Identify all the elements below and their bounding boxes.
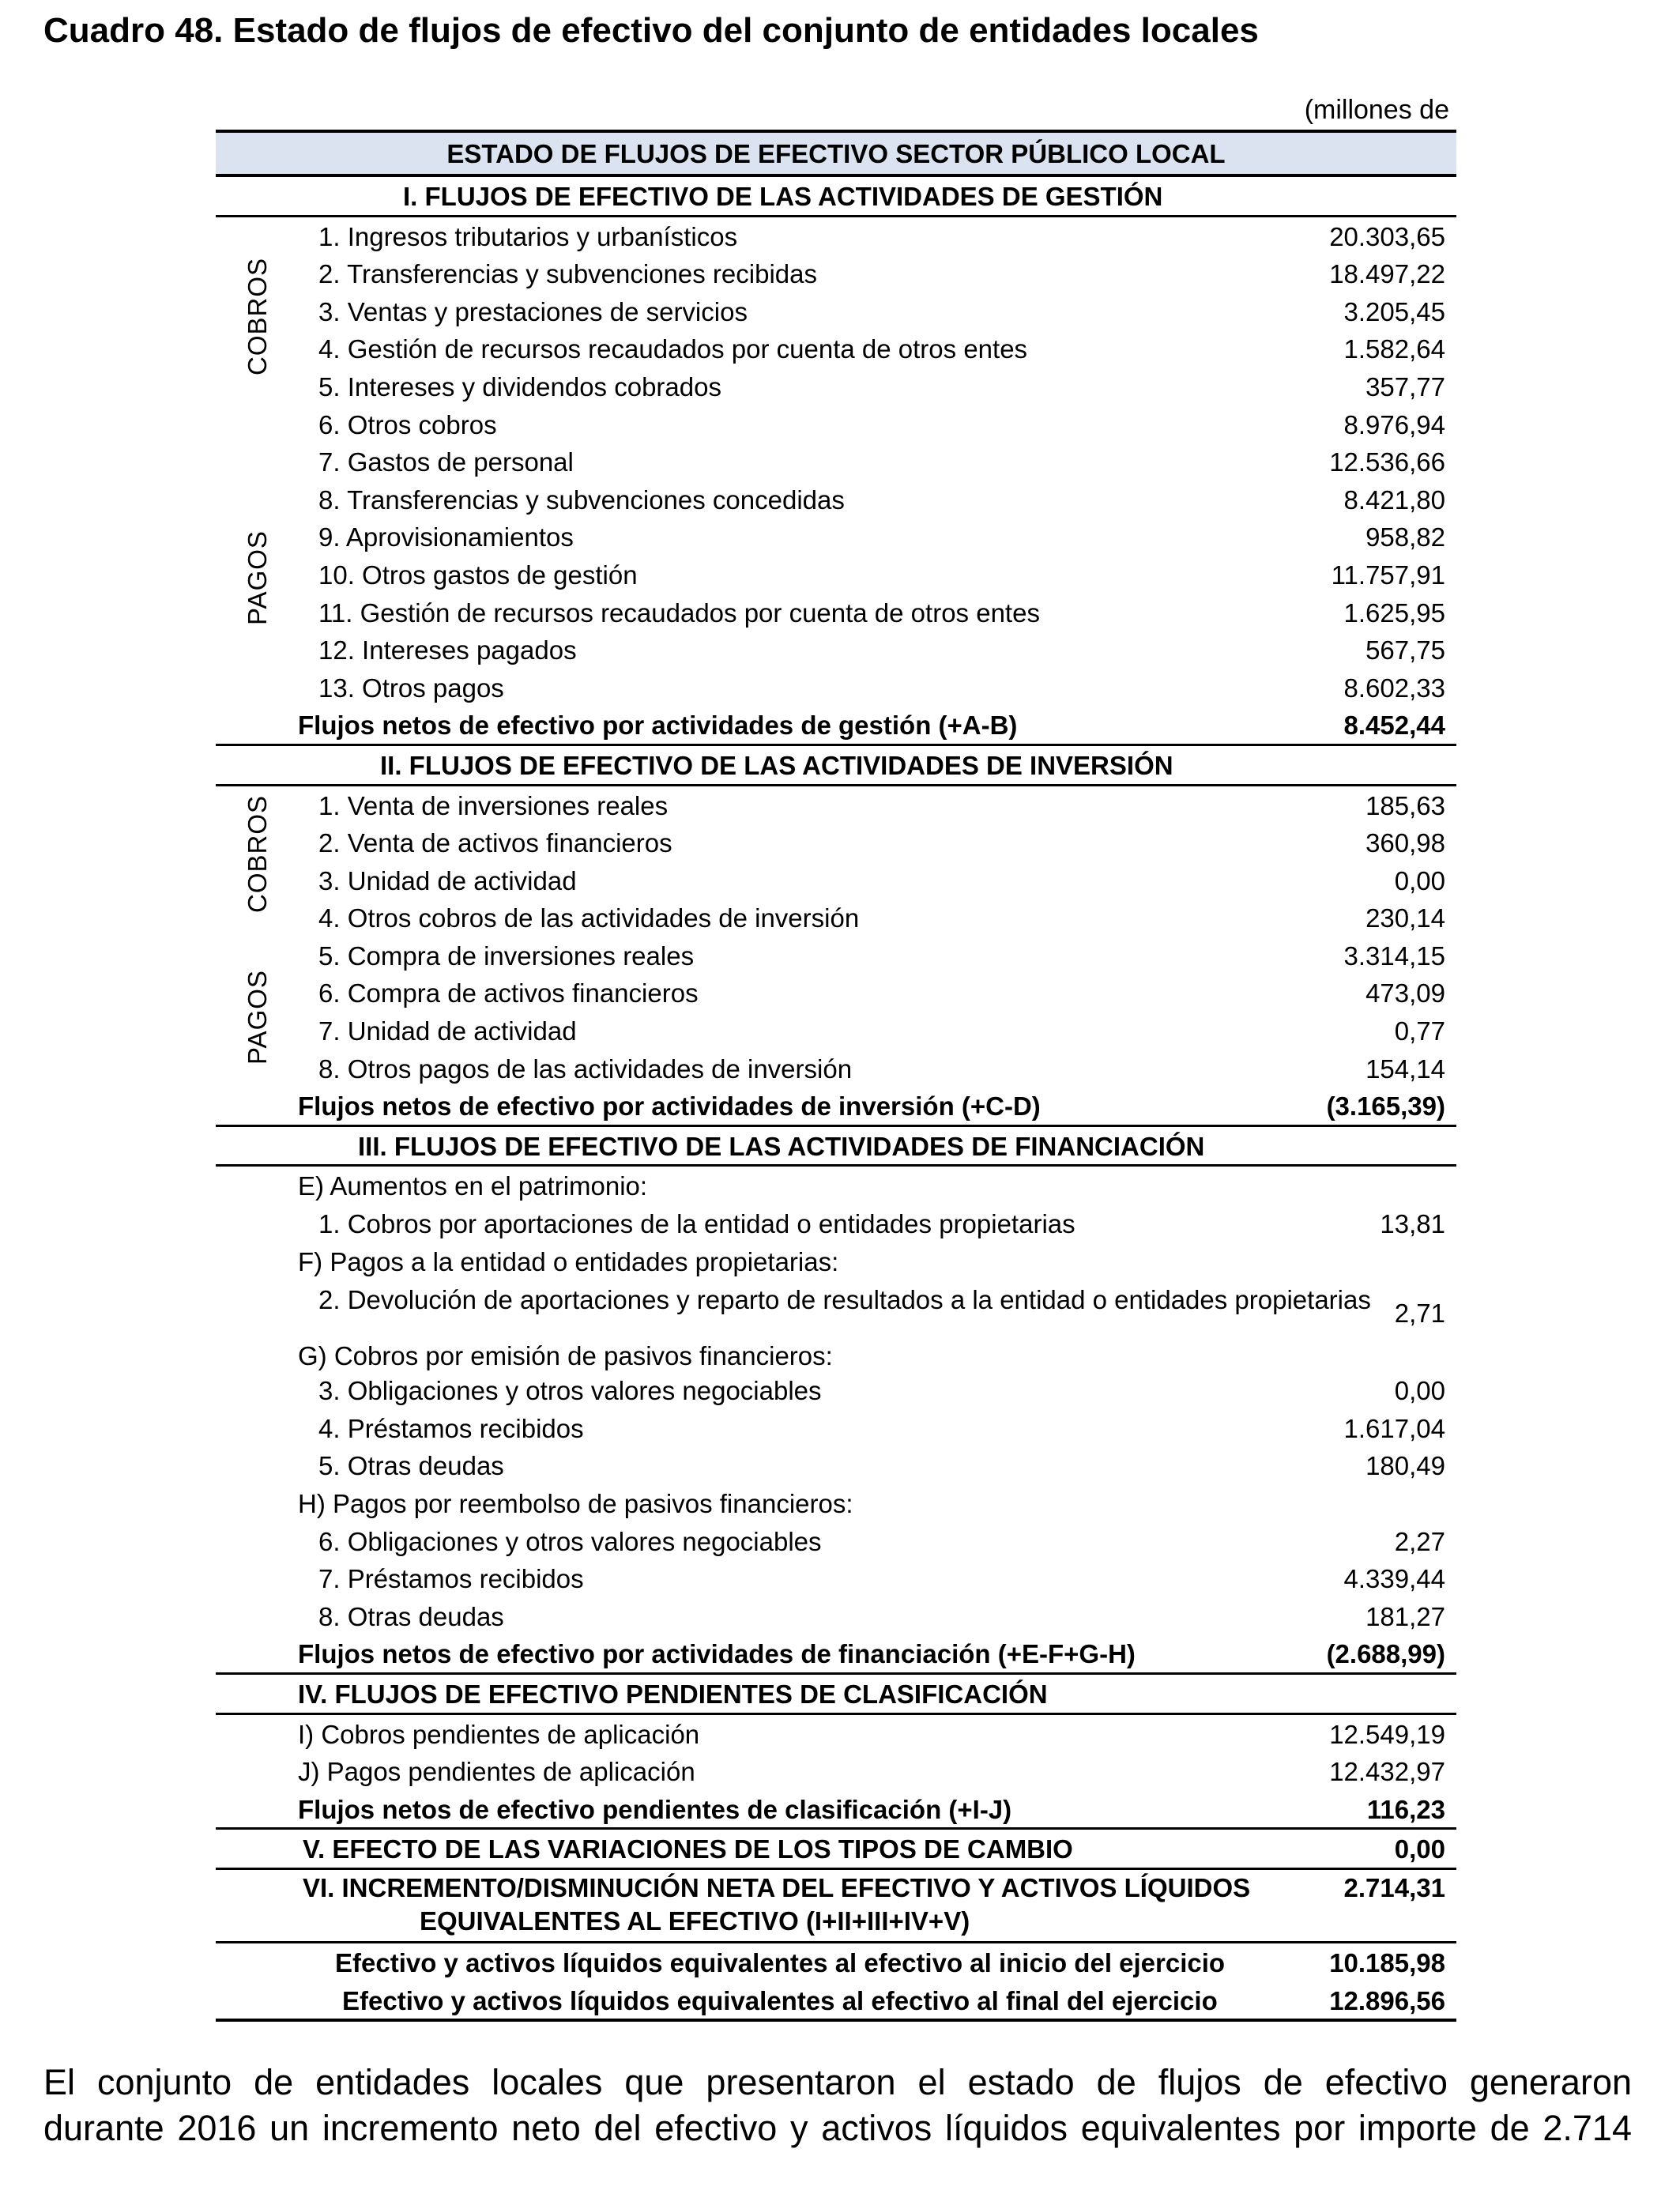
table-row (216, 669, 1456, 707)
row-label: 6. Otros cobros (318, 409, 497, 439)
row-value: 154,14 (1365, 1054, 1445, 1084)
table-row (216, 1050, 1456, 1088)
row-label: 6. Compra de activos financieros (318, 978, 699, 1008)
row-label: 9. Aprovisionamientos (318, 522, 574, 552)
total-label: Flujos netos de efectivo por actividades de inversión (+C-D) (298, 1091, 1041, 1122)
total-label: Flujos netos de efectivo por actividades de gestión (+A-B) (298, 711, 1018, 741)
row-label: 1. Ingresos tributarios y urbanísticos (318, 221, 738, 251)
row-label: 7. Gastos de personal (318, 447, 574, 477)
table-row (216, 405, 1456, 443)
table-row (216, 1752, 1456, 1790)
row-value: 12.432,97 (1329, 1757, 1445, 1787)
row-value: 1.617,04 (1343, 1413, 1445, 1443)
row-label: 2. Transferencias y subvenciones recibidas (318, 259, 817, 289)
group-g-head (216, 1336, 1456, 1371)
row-value: 12.536,66 (1329, 447, 1445, 477)
table-row (216, 1446, 1456, 1484)
row-value: 1.582,64 (1343, 334, 1445, 364)
group-label: F) Pagos a la entidad o entidades propietarias: (298, 1246, 839, 1276)
table-caption: Cuadro 48. Estado de flujos de efectivo del conjunto de entidades locales (43, 11, 1259, 50)
section-2-title: II. FLUJOS DE EFECTIVO DE LAS ACTIVIDADES DE INVERSIÓN (380, 750, 1173, 780)
table-row (216, 1012, 1456, 1050)
row-value: 230,14 (1365, 903, 1445, 933)
table-row (216, 937, 1456, 974)
section-2-total-row (216, 1087, 1456, 1125)
row-value: 13,81 (1380, 1209, 1445, 1239)
table-row (216, 1280, 1456, 1336)
section-5-value: 0,00 (1394, 1834, 1445, 1864)
table-row (216, 974, 1456, 1012)
row-label: 1. Cobros por aportaciones de la entidad o entidades propietarias (318, 1209, 1075, 1239)
row-value: 4.339,44 (1343, 1564, 1445, 1594)
section-1-rows (216, 217, 1456, 707)
row-label: 1. Venta de inversiones reales (318, 790, 669, 820)
total-value: (2.688,99) (1326, 1639, 1445, 1669)
table-row (216, 292, 1456, 330)
row-label: 7. Préstamos recibidos (318, 1564, 584, 1594)
row-value: 8.421,80 (1343, 484, 1445, 515)
group-f-head (216, 1242, 1456, 1280)
side-label-cobros: COBROS (243, 794, 272, 913)
row-label: 8. Otras deudas (318, 1601, 504, 1631)
table-row (216, 594, 1456, 631)
table-title: ESTADO DE FLUJOS DE EFECTIVO SECTOR PÚBLICO LOCAL (446, 139, 1226, 168)
group-e-head (216, 1167, 1456, 1204)
table-row (216, 1204, 1456, 1242)
table-row (216, 861, 1456, 899)
table-row (216, 556, 1456, 594)
row-value: 567,75 (1365, 635, 1445, 665)
row-label: 8. Transferencias y subvenciones concedidas (318, 484, 845, 515)
table-row (216, 368, 1456, 405)
row-value: 2,27 (1394, 1526, 1445, 1556)
section-2-header (216, 744, 1456, 786)
side-label-cobros: COBROS (243, 257, 272, 375)
end-balance-label: Efectivo y activos líquidos equivalentes al efectivo al final del ejercicio (342, 1985, 1218, 2015)
section-3-header (216, 1125, 1456, 1167)
row-label: 3. Ventas y prestaciones de servicios (318, 296, 748, 326)
table-title-row (216, 130, 1456, 177)
row-label: 3. Obligaciones y otros valores negociables (318, 1376, 822, 1406)
total-label: Flujos netos de efectivo por actividades de financiación (+E-F+G-H) (298, 1639, 1136, 1669)
row-value: 3.314,15 (1343, 941, 1445, 971)
section-4-title: IV. FLUJOS DE EFECTIVO PENDIENTES DE CLASIFICACIÓN (298, 1679, 1048, 1709)
row-label: 11. Gestión de recursos recaudados por cuenta de otros entes (318, 598, 1040, 628)
paragraph-line-1: El conjunto de entidades locales que presentaron el estado de flujos de efectivo generaron (43, 2062, 1632, 2102)
section-4-header (216, 1672, 1456, 1715)
row-value: 958,82 (1365, 522, 1445, 552)
table-row (216, 1371, 1456, 1409)
group-g-rows (216, 1371, 1456, 1484)
row-value: 8.602,33 (1343, 673, 1445, 703)
table-row (216, 786, 1456, 824)
section-5-label: V. EFECTO DE LAS VARIACIONES DE LOS TIPOS DE CAMBIO (303, 1834, 1073, 1864)
table-row (216, 330, 1456, 368)
row-value: 181,27 (1365, 1601, 1445, 1631)
table-row (216, 631, 1456, 669)
row-label: 5. Intereses y dividendos cobrados (318, 371, 721, 401)
section-6-value: 2.714,31 (1343, 1872, 1445, 1902)
row-label: 5. Compra de inversiones reales (318, 941, 695, 971)
row-value: 0,00 (1394, 865, 1445, 895)
section-1-total-row (216, 706, 1456, 744)
total-value: 8.452,44 (1343, 711, 1445, 741)
table-row (216, 518, 1456, 556)
table-row (216, 1409, 1456, 1447)
end-balance-value: 12.896,56 (1329, 1985, 1445, 2015)
table-row (216, 1522, 1456, 1560)
row-value: 11.757,91 (1331, 560, 1445, 590)
row-value: 3.205,45 (1343, 296, 1445, 326)
section-3-title: III. FLUJOS DE EFECTIVO DE LAS ACTIVIDADES DE FINANCIACIÓN (358, 1131, 1205, 1161)
section-6-label-line2: EQUIVALENTES AL EFECTIVO (I+II+III+IV+V) (420, 1906, 970, 1936)
table-row (216, 481, 1456, 518)
row-value: 357,77 (1365, 371, 1445, 401)
row-label: 2. Venta de activos financieros (318, 828, 672, 858)
group-h-rows (216, 1522, 1456, 1635)
total-value: (3.165,39) (1326, 1091, 1445, 1122)
row-label: 4. Gestión de recursos recaudados por cuenta de otros entes (318, 334, 1028, 364)
group-label: H) Pagos por reembolso de pasivos financieros: (298, 1489, 853, 1518)
row-value: 20.303,65 (1329, 221, 1445, 251)
start-balance-label: Efectivo y activos líquidos equivalentes al efectivo al inicio del ejercicio (335, 1947, 1226, 1977)
row-value: 8.976,94 (1343, 409, 1445, 439)
row-label: 3. Unidad de actividad (318, 865, 577, 895)
row-label: J) Pagos pendientes de aplicación (298, 1757, 695, 1787)
row-value: 180,49 (1365, 1451, 1445, 1481)
start-balance-value: 10.185,98 (1329, 1947, 1445, 1977)
row-label: I) Cobros pendientes de aplicación (298, 1719, 700, 1749)
table-row (216, 443, 1456, 481)
row-value: 1.625,95 (1343, 598, 1445, 628)
units-label: (millones de (1304, 95, 1449, 125)
end-balance-row (216, 1981, 1456, 2022)
section-6-label-line1: VI. INCREMENTO/DISMINUCIÓN NETA DEL EFECTIVO Y ACTIVOS LÍQUIDOS (303, 1872, 1251, 1902)
section-5-row (216, 1827, 1456, 1870)
row-label: 8. Otros pagos de las actividades de inversión (318, 1054, 853, 1084)
table-row (216, 1559, 1456, 1597)
group-label: E) Aumentos en el patrimonio: (298, 1171, 648, 1201)
section-1-title: I. FLUJOS DE EFECTIVO DE LAS ACTIVIDADES DE GESTIÓN (403, 182, 1163, 211)
side-label-pagos: PAGOS (243, 969, 272, 1065)
table-row (216, 217, 1456, 255)
row-value: 360,98 (1365, 828, 1445, 858)
section-2-rows (216, 786, 1456, 1088)
table-row (216, 254, 1456, 292)
section-3-total-row (216, 1634, 1456, 1672)
row-value: 12.549,19 (1329, 1719, 1445, 1749)
start-balance-row (216, 1943, 1456, 1981)
cash-flow-table (216, 130, 1456, 2022)
body-paragraph (43, 2060, 1632, 2151)
row-value: 0,00 (1394, 1376, 1445, 1406)
total-value: 116,23 (1366, 1794, 1445, 1824)
section-4-rows (216, 1715, 1456, 1790)
table-row (216, 1715, 1456, 1753)
table-row (216, 824, 1456, 861)
row-label: 13. Otros pagos (318, 673, 504, 703)
row-label: 2. Devolución de aportaciones y reparto de resultados a la entidad o entidades propietarias (318, 1285, 1371, 1315)
section-1-header (216, 177, 1456, 217)
row-label: 5. Otras deudas (318, 1451, 504, 1481)
side-label-pagos: PAGOS (243, 530, 272, 625)
row-label: 4. Otros cobros de las actividades de inversión (318, 903, 860, 933)
row-value: 473,09 (1365, 978, 1445, 1008)
group-label: G) Cobros por emisión de pasivos financieros: (298, 1341, 833, 1371)
row-label: 10. Otros gastos de gestión (318, 560, 638, 590)
table-row (216, 899, 1456, 937)
row-label: 12. Intereses pagados (318, 635, 577, 665)
row-value: 0,77 (1394, 1016, 1445, 1046)
group-h-head (216, 1484, 1456, 1522)
row-value: 18.497,22 (1329, 259, 1445, 289)
section-6-row (216, 1870, 1456, 1943)
row-label: 6. Obligaciones y otros valores negociables (318, 1526, 822, 1556)
total-label: Flujos netos de efectivo pendientes de clasificación (+I-J) (298, 1794, 1012, 1824)
row-value: 185,63 (1365, 790, 1445, 820)
table-row (216, 1597, 1456, 1635)
row-label: 7. Unidad de actividad (318, 1016, 577, 1046)
paragraph-line-2: durante 2016 un incremento neto del efectivo y activos líquidos equivalentes por importe de 2.714 (43, 2108, 1632, 2148)
row-value: 2,71 (1394, 1299, 1445, 1329)
section-4-total-row (216, 1790, 1456, 1828)
row-label: 4. Préstamos recibidos (318, 1413, 584, 1443)
